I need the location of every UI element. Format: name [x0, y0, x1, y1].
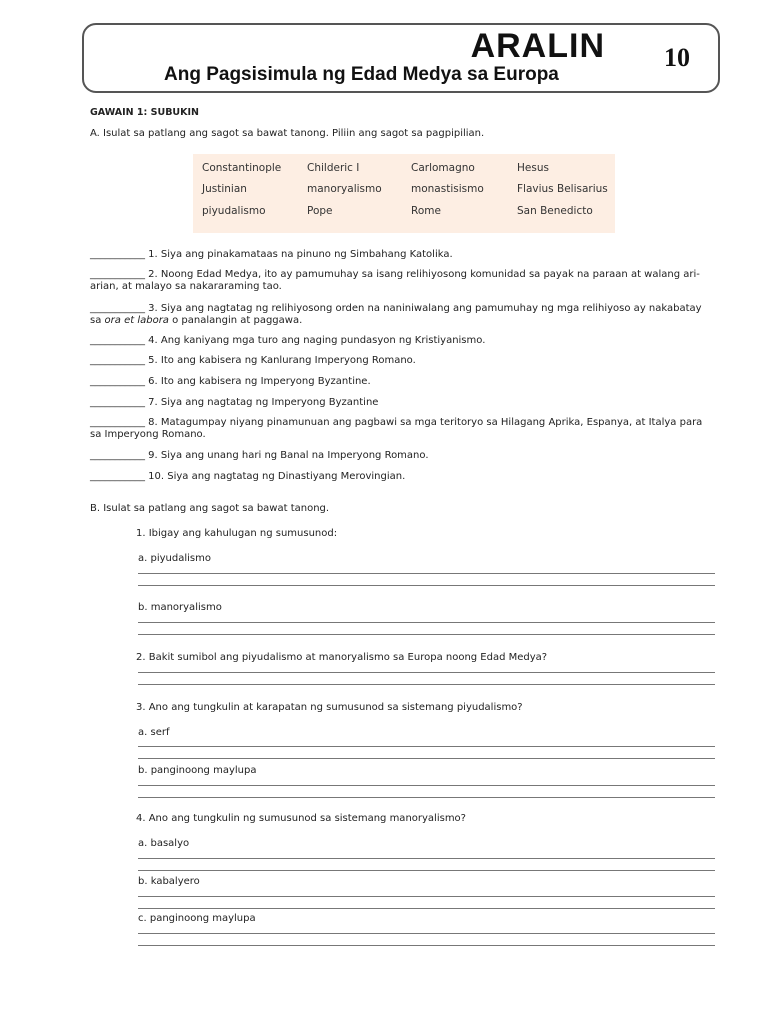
part-b-item-4c: c. panginoong maylupa — [138, 913, 256, 924]
part-b-item-3a: a. serf — [138, 727, 170, 738]
choice: Flavius Belisarius — [517, 183, 608, 195]
choice: Constantinople — [202, 162, 282, 174]
choice: manoryalismo — [307, 183, 382, 195]
part-b-item-1b: b. manoryalismo — [138, 602, 222, 613]
question-2: ___________ 2. Noong Edad Medya, ito ay pamumuhay sa isang relihiyosong komunidad sa payak na paraan at walang ari- — [90, 269, 700, 280]
question-5: ___________ 5. Ito ang kabisera ng Kanlurang Imperyong Romano. — [90, 355, 416, 366]
choice: San Benedicto — [517, 205, 593, 217]
lesson-subtitle: Ang Pagsisimula ng Edad Medya sa Europa — [164, 64, 559, 85]
choice: Justinian — [202, 183, 247, 195]
lesson-title: ARALIN — [470, 27, 605, 65]
answer-blank[interactable]: ___________ — [90, 269, 145, 280]
question-3: ___________ 3. Siya ang nagtatag ng relihiyosong orden na naniniwalang ang pamumuhay ng mga relihiyoso ay nakabatay — [90, 303, 702, 314]
part-b-question-3: 3. Ano ang tungkulin at karapatan ng sumusunod sa sistemang piyudalismo? — [136, 702, 523, 713]
answer-line[interactable] — [138, 758, 715, 759]
question-8-cont: sa Imperyong Romano. — [90, 429, 206, 440]
answer-line[interactable] — [138, 746, 715, 747]
answer-line[interactable] — [138, 945, 715, 946]
part-b-item-1a: a. piyudalismo — [138, 553, 211, 564]
answer-line[interactable] — [138, 908, 715, 909]
answer-line[interactable] — [138, 797, 715, 798]
answer-blank[interactable]: ___________ — [90, 397, 145, 408]
lesson-header — [82, 23, 720, 93]
activity-heading: GAWAIN 1: SUBUKIN — [90, 107, 199, 118]
part-b-question-2: 2. Bakit sumibol ang piyudalismo at manoryalismo sa Europa noong Edad Medya? — [136, 652, 548, 663]
answer-line[interactable] — [138, 573, 715, 574]
answer-blank[interactable]: ___________ — [90, 376, 145, 387]
question-7: ___________ 7. Siya ang nagtatag ng Imperyong Byzantine — [90, 397, 379, 408]
answer-blank[interactable]: ___________ — [90, 249, 145, 260]
part-b-question-4: 4. Ano ang tungkulin ng sumusunod sa sistemang manoryalismo? — [136, 813, 466, 824]
answer-line[interactable] — [138, 684, 715, 685]
answer-blank[interactable]: ___________ — [90, 417, 145, 428]
choice: monastisismo — [411, 183, 484, 195]
answer-line[interactable] — [138, 870, 715, 871]
question-10: ___________ 10. Siya ang nagtatag ng Dinastiyang Merovingian. — [90, 471, 406, 482]
answer-line[interactable] — [138, 672, 715, 673]
question-4: ___________ 4. Ang kaniyang mga turo ang naging pundasyon ng Kristiyanismo. — [90, 335, 486, 346]
part-b-item-3b: b. panginoong maylupa — [138, 765, 257, 776]
part-b-instruction: B. Isulat sa patlang ang sagot sa bawat tanong. — [90, 503, 330, 514]
question-1: ___________ 1. Siya ang pinakamataas na pinuno ng Simbahang Katolika. — [90, 249, 453, 260]
answer-blank[interactable]: ___________ — [90, 450, 145, 461]
answer-line[interactable] — [138, 622, 715, 623]
question-9: ___________ 9. Siya ang unang hari ng Banal na Imperyong Romano. — [90, 450, 429, 461]
choice: Carlomagno — [411, 162, 475, 174]
question-3-cont: sa ora et labora o panalangin at paggawa. — [90, 315, 303, 326]
part-a-instruction: A. Isulat sa patlang ang sagot sa bawat tanong. Piliin ang sagot sa pagpipilian. — [90, 128, 485, 139]
question-2-cont: arian, at malayo sa nakararaming tao. — [90, 281, 282, 292]
choice: Rome — [411, 205, 441, 217]
question-6: ___________ 6. Ito ang kabisera ng Imperyong Byzantine. — [90, 376, 371, 387]
answer-blank[interactable]: ___________ — [90, 355, 145, 366]
answer-blank[interactable]: ___________ — [90, 335, 145, 346]
answer-line[interactable] — [138, 933, 715, 934]
choice: piyudalismo — [202, 205, 266, 217]
choice: Pope — [307, 205, 333, 217]
part-b-item-4a: a. basalyo — [138, 838, 190, 849]
lesson-number: 10 — [664, 43, 690, 72]
answer-line[interactable] — [138, 585, 715, 586]
answer-line[interactable] — [138, 634, 715, 635]
choice: Childeric I — [307, 162, 360, 174]
answer-line[interactable] — [138, 858, 715, 859]
question-8: ___________ 8. Matagumpay niyang pinamunuan ang pagbawi sa mga teritoryo sa Hilagang Aprika, Espanya, at Italya para — [90, 417, 703, 428]
answer-blank[interactable]: ___________ — [90, 303, 145, 314]
part-b-question-1: 1. Ibigay ang kahulugan ng sumusunod: — [136, 528, 338, 539]
answer-line[interactable] — [138, 896, 715, 897]
answer-blank[interactable]: ___________ — [90, 471, 145, 482]
part-b-item-4b: b. kabalyero — [138, 876, 200, 887]
choice: Hesus — [517, 162, 549, 174]
choices-box — [193, 154, 615, 233]
answer-line[interactable] — [138, 785, 715, 786]
